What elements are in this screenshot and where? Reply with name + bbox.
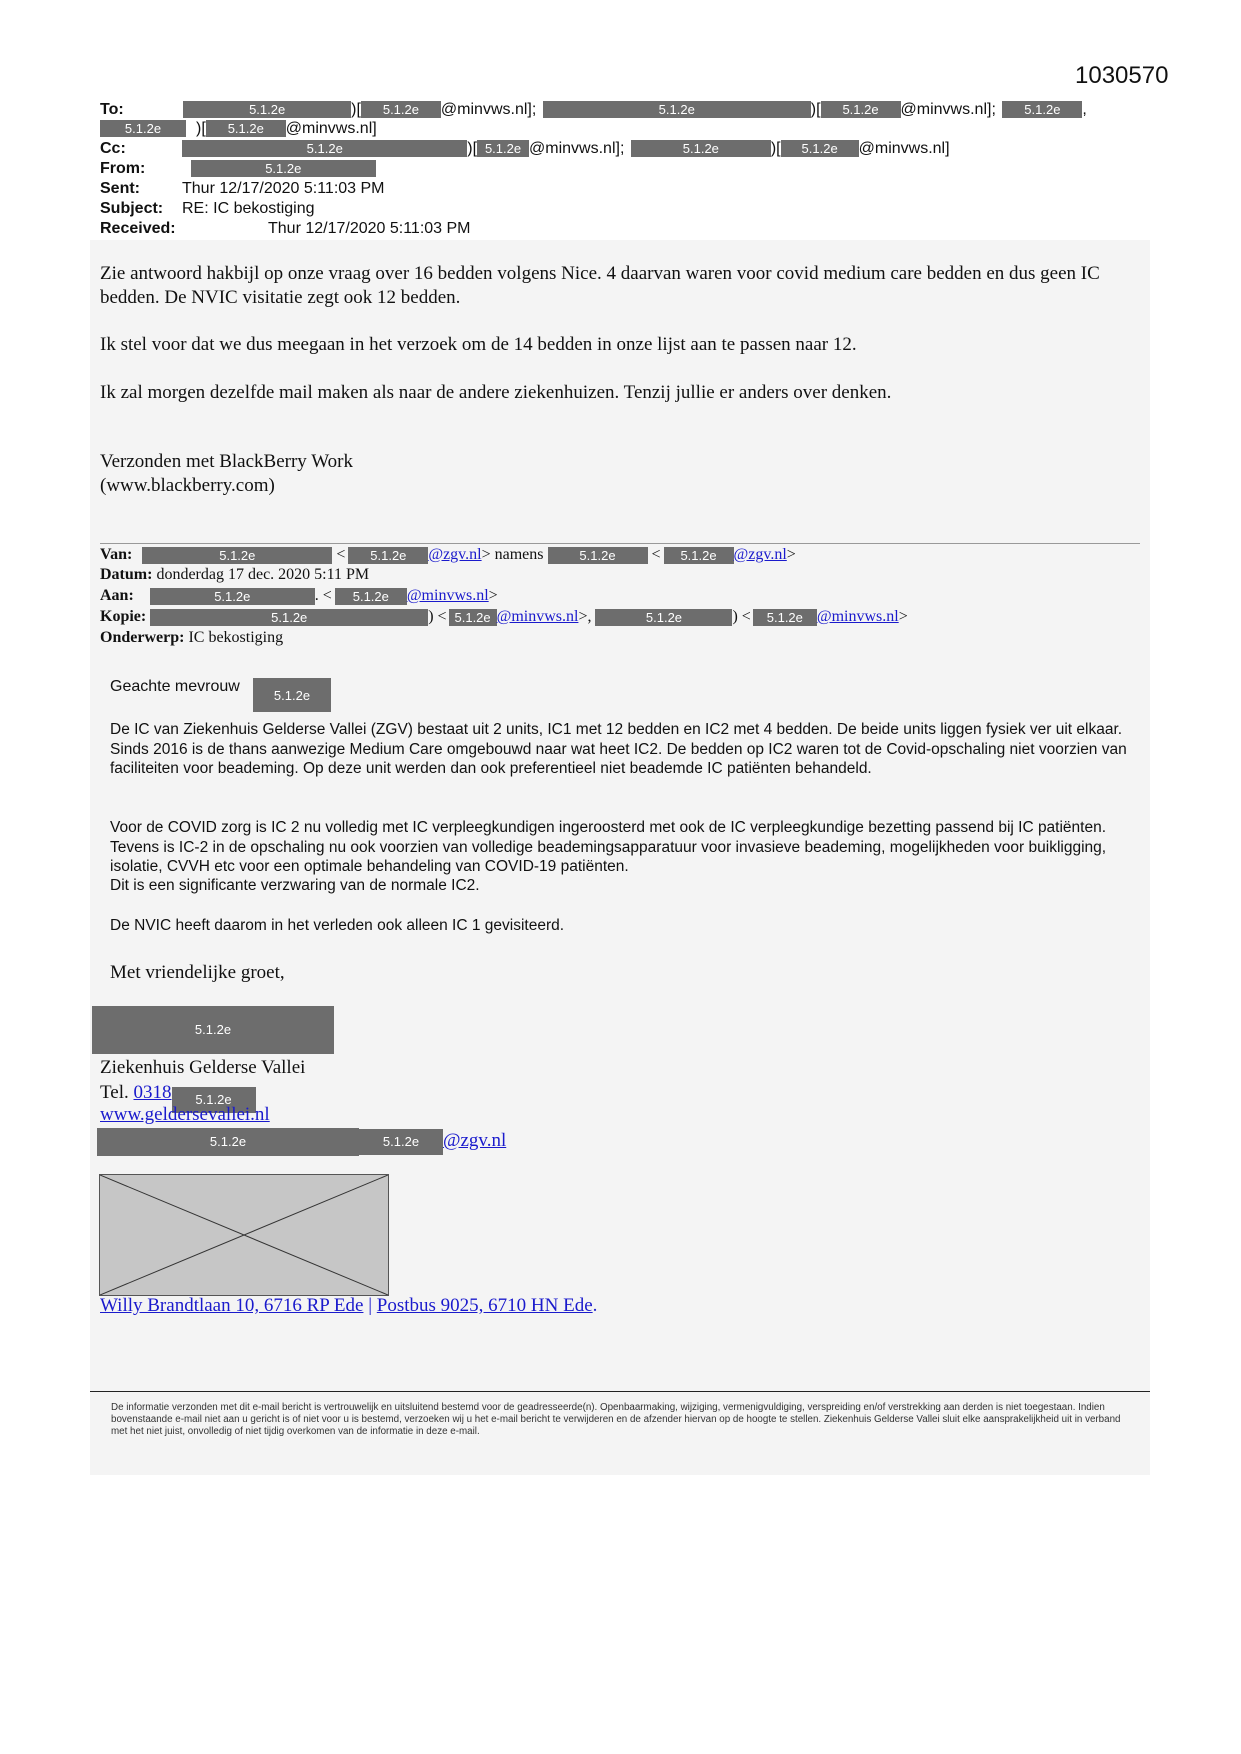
- fw-paragraph: De IC van Ziekenhuis Gelderse Vallei (ZGV) bestaat uit 2 units, IC1 met 12 bedden en IC2 met 4 bedden. De beide units liggen fysiek ver uit elkaar. Sinds 2016 is de thans aanwezige Medium Care omgebouwd naar wat heet IC2. De bedden op IC2 waren tot de Covid-opschaling niet voorzien van faciliteiten voor beademing. Op deze unit werden dan ook preferentieel niet beademde IC patiënten behandeld.: [110, 721, 1127, 777]
- website-line: [100, 1104, 270, 1126]
- minvws-email-link[interactable]: @minvws.nl: [496, 608, 579, 625]
- redaction: 5.1.2e: [348, 547, 428, 564]
- body-paragraph: Ik zal morgen dezelfde mail maken als naar de andere ziekenhuizen. Tenzij jullie er anders over denken.: [100, 382, 892, 403]
- to-line-continued: [100, 120, 377, 138]
- redaction: 5.1.2e: [821, 101, 901, 118]
- redaction: 5.1.2e: [191, 160, 376, 177]
- fw-paragraph: Voor de COVID zorg is IC 2 nu volledig met IC verpleegkundigen ingeroosterd met ook de IC verpleegkundige bezetting passend bij IC patiënten. Tevens is IC-2 in de opschaling nu ook voorzien van volledige beademingsapparatuur voor invasieve beademing, mogelijkheden voor buikligging, isolatie, CVVH etc voor een optimale behandeling van COVID-19 patiënten.: [110, 819, 1107, 875]
- redaction: 5.1.2e: [548, 547, 648, 564]
- fw-kopie-line: Kopie: 5.1.2e ) < 5.1.2e @minvws.nl>, 5.1.2e ) < 5.1.2e @minvws.nl>: [100, 608, 908, 625]
- to-line: [100, 101, 1087, 119]
- fw-paragraph-line: Dit is een significante verzwaring van de normale IC2.: [110, 877, 480, 894]
- received-line: [100, 220, 471, 238]
- redaction: 5.1.2e: [183, 101, 351, 118]
- bracket: )[: [810, 101, 821, 118]
- redaction: 5.1.2e: [182, 140, 467, 157]
- redaction: 5.1.2e: [449, 609, 497, 626]
- redaction-block: 5.1.2e: [92, 1006, 334, 1054]
- cc-line: [100, 140, 950, 158]
- redaction: 5.1.2e: [172, 1087, 256, 1113]
- tel-label: Tel.: [100, 1082, 129, 1103]
- telephone-link[interactable]: 0318: [133, 1082, 172, 1103]
- redaction: 5.1.2e: [206, 120, 286, 137]
- email-line: [97, 1127, 506, 1156]
- subject-label: Subject:: [100, 200, 164, 217]
- body-paragraph: Ik stel voor dat we dus meegaan in het verzoek om de 14 bedden in onze lijst aan te passen naar 12.: [100, 334, 857, 355]
- fw-van-line: Van: 5.1.2e < 5.1.2e @zgv.nl> namens 5.1.2e < 5.1.2e @zgv.nl>: [100, 546, 796, 563]
- disclaimer-divider: [90, 1391, 1150, 1392]
- blackberry-link-text: (www.blackberry.com): [100, 475, 275, 496]
- zgv-email-link[interactable]: @zgv.nl: [428, 546, 482, 563]
- zgv-email-link[interactable]: @zgv.nl: [733, 546, 787, 563]
- bracket: )[: [467, 140, 478, 157]
- received-label: Received:: [100, 220, 176, 237]
- postbus-link[interactable]: Postbus 9025, 6710 HN Ede: [376, 1295, 593, 1316]
- greeting: Geachte mevrouw: [110, 678, 240, 695]
- minvws-domain: @minvws.nl]: [285, 120, 377, 137]
- minvws-domain: @minvws.nl];: [440, 101, 537, 118]
- redaction: 5.1.2e: [543, 101, 811, 118]
- redaction: 5.1.2e: [753, 609, 817, 626]
- document-id: 1030570: [1075, 62, 1169, 89]
- redaction: 5.1.2e: [595, 609, 732, 626]
- cc-label: Cc:: [100, 140, 126, 157]
- redaction: 5.1.2e: [361, 101, 441, 118]
- subject-value: RE: IC bekostiging: [182, 200, 315, 217]
- body-paragraph: Zie antwoord hakbijl op onze vraag over 16 bedden volgens Nice. 4 daarvan waren voor covid medium care bedden en dus geen IC bedden. De NVIC visitatie zegt ook 12 bedden.: [100, 263, 1100, 308]
- redaction: 5.1.2e: [335, 588, 407, 605]
- redaction: 5.1.2e: [142, 547, 332, 564]
- redaction: 5.1.2e: [664, 547, 734, 564]
- from-label: From:: [100, 160, 146, 177]
- redaction: 5.1.2e: [150, 609, 428, 626]
- received-value: Thur 12/17/2020 5:11:03 PM: [268, 220, 471, 237]
- redaction: 5.1.2e: [1002, 101, 1082, 118]
- fw-paragraph-line: De NVIC heeft daarom in het verleden ook alleen IC 1 gevisiteerd.: [110, 917, 565, 934]
- period: .: [592, 1295, 598, 1316]
- blackberry-signature: Verzonden met BlackBerry Work: [100, 451, 353, 472]
- minvws-email-link[interactable]: @minvws.nl: [816, 608, 899, 625]
- zgv-email-link[interactable]: @zgv.nl: [443, 1130, 507, 1151]
- minvws-domain: @minvws.nl]: [858, 140, 950, 157]
- sent-value: Thur 12/17/2020 5:11:03 PM: [182, 180, 385, 197]
- redaction: 5.1.2e: [631, 140, 771, 157]
- disclaimer-text: De informatie verzonden met dit e-mail bericht is vertrouwelijk en uitsluitend bestemd voor de geadresseerde(n). Openbaarmaking, wijziging, vermenigvuldiging, verspreiding en/of verstrekking aan derden is niet toegestaan. Indien bovenstaande e-mail niet aan u gericht is of niet voor u is bestemd, verzoeken wij u het e-mail bericht te verwijderen en de afzender hiervan op de hoogte te stellen. Ziekenhuis Gelderse Vallei sluit elke aansprakelijkheid uit in verband met het niet juist, onvolledig of niet tijdig overkomen van de informatie in deze e-mail.: [111, 1402, 1121, 1437]
- bracket: )[: [196, 120, 206, 137]
- redaction: 5.1.2e: [150, 588, 315, 605]
- redaction: 5.1.2e: [100, 120, 186, 137]
- minvws-domain: @minvws.nl];: [529, 140, 625, 157]
- subject-line: [100, 200, 315, 218]
- onderwerp-value: IC bekostiging: [188, 629, 284, 646]
- from-line: [100, 160, 376, 178]
- kopie-label: Kopie:: [100, 608, 147, 625]
- aan-label: Aan:: [100, 587, 134, 604]
- minvws-email-link[interactable]: @minvws.nl: [406, 587, 489, 604]
- image-placeholder: [99, 1174, 389, 1296]
- greeting-line: [110, 678, 240, 696]
- onderwerp-label: Onderwerp:: [100, 629, 185, 646]
- redaction: 5.1.2e: [781, 140, 859, 157]
- redaction: 5.1.2e: [477, 140, 529, 157]
- fw-aan-line: Aan: 5.1.2e . < 5.1.2e @minvws.nl>: [100, 587, 498, 604]
- fw-datum-line: [100, 566, 369, 584]
- redaction: 5.1.2e: [97, 1128, 359, 1156]
- datum-value: donderdag 17 dec. 2020 5:11 PM: [156, 566, 370, 583]
- redaction: 5.1.2e: [359, 1129, 443, 1155]
- address-line: [100, 1295, 597, 1317]
- fw-onderwerp-line: [100, 629, 283, 647]
- address-separator: |: [368, 1295, 373, 1316]
- divider: [100, 543, 1140, 544]
- sent-label: Sent:: [100, 180, 140, 197]
- redaction-block: 5.1.2e: [253, 678, 331, 712]
- to-label: To:: [100, 101, 124, 118]
- sent-line: [100, 180, 385, 198]
- namens-text: > namens: [481, 546, 544, 563]
- closing: Met vriendelijke groet,: [110, 962, 285, 983]
- minvws-domain: @minvws.nl];: [900, 101, 996, 118]
- address-link[interactable]: Willy Brandtlaan 10, 6716 RP Ede: [100, 1295, 364, 1316]
- organization-name: Ziekenhuis Gelderse Vallei: [100, 1057, 306, 1078]
- broken-image-icon: [100, 1175, 388, 1295]
- datum-label: Datum:: [100, 566, 153, 583]
- bracket: )[: [351, 101, 361, 118]
- bracket: )[: [770, 140, 781, 157]
- website-link[interactable]: www.geldersevallei.nl: [100, 1104, 270, 1125]
- comma: ,: [1082, 101, 1087, 118]
- van-label: Van:: [100, 546, 133, 563]
